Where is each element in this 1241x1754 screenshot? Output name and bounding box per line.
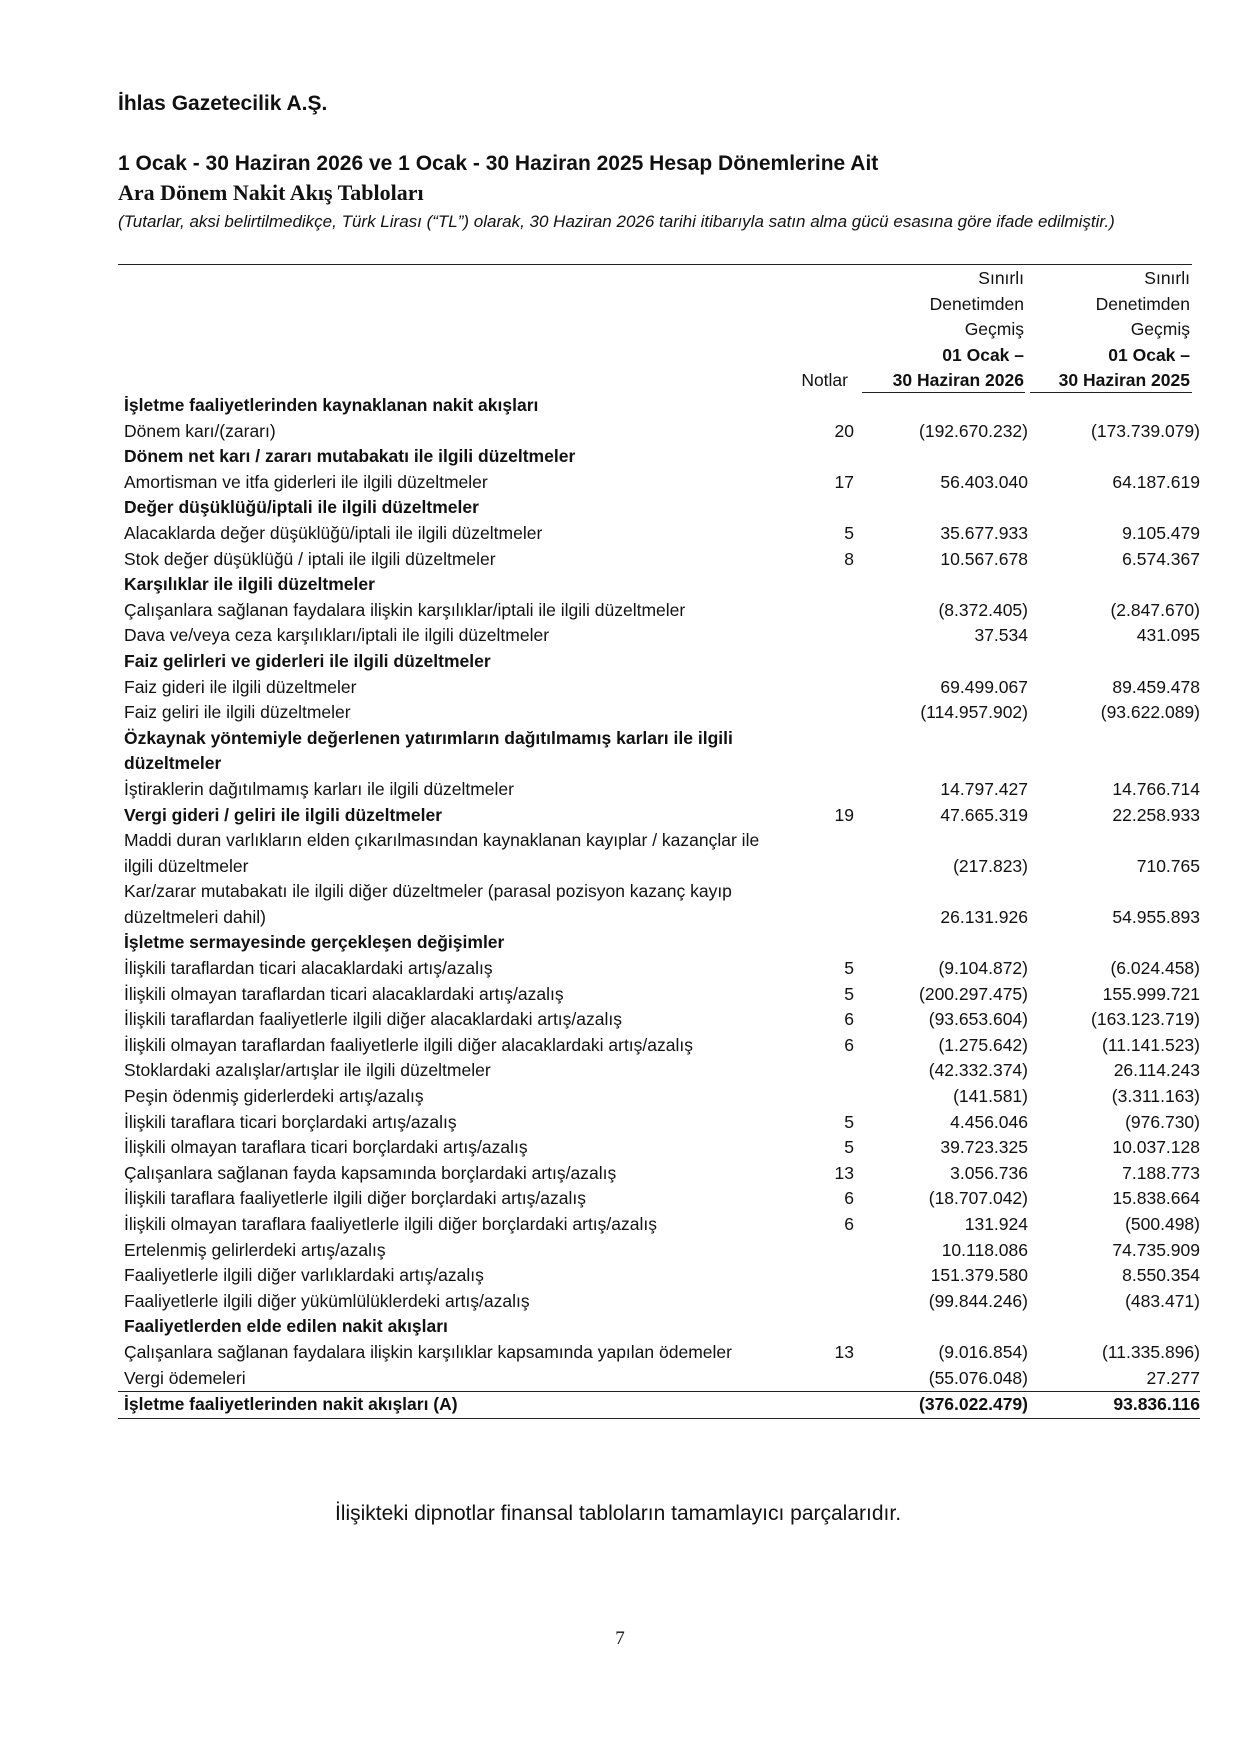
table-row: [118, 1263, 1200, 1289]
row-label: İlişkili olmayan taraflara faaliyetlerle ilgili diğer borçlardaki artış/azalış: [124, 1214, 657, 1234]
row-label: İlişkili taraflardan faaliyetlerle ilgili diğer alacaklardaki artış/azalış: [124, 1009, 622, 1030]
table-row: [118, 1186, 1200, 1212]
row-label: İlişkili taraflardan ticari alacaklardaki artış/azalış: [124, 958, 493, 979]
company-name: İhlas Gazetecilik A.Ş.: [118, 92, 328, 115]
row-value-2026: [854, 1314, 1036, 1340]
row-label: Çalışanlara sağlanan fayda kapsamında borçlardaki artış/azalış: [124, 1162, 617, 1183]
row-value-2026: (18.707.042): [928, 1188, 1028, 1209]
table-row: [118, 1340, 1200, 1366]
row-value-2026: [854, 930, 1036, 956]
row-note: [766, 930, 854, 956]
row-value-2026: 151.379.580: [930, 1265, 1028, 1286]
row-label: Dönem karı/(zararı): [124, 420, 276, 441]
row-note: [766, 1238, 854, 1264]
total-row: [118, 1392, 1200, 1419]
table-row: [118, 1238, 1200, 1264]
row-value-2026: [854, 572, 1036, 598]
row-note: [766, 444, 854, 470]
row-value-2026: (200.297.475): [919, 983, 1028, 1004]
row-value-2025: (3.311.163): [1111, 1086, 1200, 1107]
row-value-2025: (11.141.523): [1102, 1034, 1200, 1055]
row-value-2025: 27.277: [1146, 1367, 1200, 1388]
table-row: [118, 419, 1200, 445]
row-value-2026: 35.677.933: [940, 522, 1028, 543]
row-value-2026: (9.016.854): [938, 1341, 1028, 1362]
row-value-2025: 710.765: [1136, 855, 1200, 876]
table-row: [118, 1289, 1200, 1315]
row-note: [766, 879, 854, 930]
row-value-2025: (2.847.670): [1110, 599, 1200, 620]
column-header-2026: [862, 266, 1024, 394]
row-value-2025: 22.258.933: [1112, 804, 1200, 825]
table-row: [118, 623, 1200, 649]
row-note: 20: [834, 420, 854, 441]
row-value-2025: [1036, 572, 1200, 598]
row-note: [766, 393, 854, 419]
row-value-2026: (42.332.374): [928, 1060, 1028, 1081]
section-heading-row: [118, 393, 1200, 419]
row-value-2025: 8.550.354: [1122, 1265, 1200, 1286]
row-value-2026: 47.665.319: [940, 804, 1028, 825]
row-value-2026: 56.403.040: [940, 471, 1028, 492]
table-row: [118, 1161, 1200, 1187]
row-value-2025: 14.766.714: [1112, 778, 1200, 799]
row-note: 5: [844, 1137, 854, 1158]
row-note: 5: [844, 983, 854, 1004]
header-rule: [118, 264, 1192, 265]
table-row: [118, 1212, 1200, 1238]
table-row: [118, 879, 1200, 930]
row-value-2026: 10.118.086: [941, 1239, 1028, 1260]
report-title: 1 Ocak - 30 Haziran 2026 ve 1 Ocak - 30 Haziran 2025 Hesap Dönemlerine Ait: [118, 152, 879, 175]
section-heading-row: [118, 649, 1200, 675]
row-label: Çalışanlara sağlanan faydalara ilişkin karşılıklar/iptali ile ilgili düzeltmeler: [124, 599, 686, 620]
row-label: Amortisman ve itfa giderleri ile ilgili düzeltmeler: [124, 471, 488, 492]
row-value-2026: 3.056.736: [950, 1162, 1028, 1183]
row-note: 17: [834, 471, 854, 492]
row-value-2026: [854, 444, 1036, 470]
table-row: [118, 1007, 1200, 1033]
section-heading-row: [118, 495, 1200, 521]
row-value-2025: 9.105.479: [1122, 522, 1200, 543]
section-heading-row: [118, 726, 1200, 777]
table-row: [118, 982, 1200, 1008]
row-value-2025: (6.024.458): [1110, 958, 1200, 979]
section-heading-row: [118, 444, 1200, 470]
row-value-2025: (483.471): [1125, 1290, 1200, 1311]
row-note: [766, 1289, 854, 1315]
column-header-line: Sınırlı: [978, 268, 1024, 288]
row-value-2025: (11.335.896): [1102, 1341, 1200, 1362]
row-note: 6: [844, 1034, 854, 1055]
row-value-2026: [854, 726, 1036, 777]
row-value-2025: 10.037.128: [1112, 1137, 1200, 1158]
row-note: [766, 572, 854, 598]
row-note: [766, 598, 854, 624]
column-header-line: Sınırlı: [1144, 268, 1190, 288]
row-value-2025: [1036, 393, 1200, 419]
row-label: Dava ve/veya ceza karşılıkları/iptali ile ilgili düzeltmeler: [124, 625, 550, 646]
row-value-2025: 74.735.909: [1112, 1239, 1200, 1260]
row-value-2026: (141.581): [953, 1086, 1028, 1107]
row-value-2026: (114.957.902): [920, 702, 1028, 723]
row-value-2025: 54.955.893: [1112, 906, 1200, 927]
row-note: 13: [834, 1162, 854, 1183]
column-header-line: Geçmiş: [1130, 319, 1190, 339]
row-value-2025: (173.739.079): [1091, 420, 1200, 441]
row-value-2025: 89.459.478: [1112, 676, 1200, 697]
row-value-2025: [1036, 495, 1200, 521]
row-value-2025: (163.123.719): [1091, 1009, 1200, 1030]
row-note: [766, 828, 854, 879]
row-note: [766, 675, 854, 701]
currency-note: (Tutarlar, aksi belirtilmedikçe, Türk Lirası (“TL”) olarak, 30 Haziran 2026 tarihi itibarıyla satın alma gücü esasına göre ifade edilmiştir.): [118, 212, 1115, 231]
page-number: 7: [615, 1628, 625, 1649]
row-value-2026: (192.670.232): [919, 420, 1028, 441]
row-note: [766, 623, 854, 649]
row-value-2026: 39.723.325: [940, 1137, 1028, 1158]
row-value-2026: 131.924: [964, 1214, 1028, 1234]
table-row: [118, 598, 1200, 624]
row-value-2025: [1036, 1314, 1200, 1340]
row-value-2026: 26.131.926: [940, 906, 1028, 927]
row-note: 6: [844, 1214, 854, 1234]
row-note: [766, 1314, 854, 1340]
row-label: İştiraklerin dağıtılmamış karları ile ilgili düzeltmeler: [124, 778, 514, 799]
table-row: [118, 1366, 1200, 1392]
row-label: Faaliyetlerle ilgili diğer varlıklardaki artış/azalış: [124, 1265, 484, 1286]
row-label: Özkaynak yöntemiyle değerlenen yatırımların dağıtılmamış karları ile ilgili düzeltmeler: [124, 727, 733, 774]
row-value-2025: [1036, 726, 1200, 777]
row-value-2026: (217.823): [953, 855, 1028, 876]
table-row: [118, 1058, 1200, 1084]
row-label: Kar/zarar mutabakatı ile ilgili diğer düzeltmeler (parasal pozisyon kazanç kayıp düzeltmeleri dahil): [124, 881, 732, 927]
column-header-2025: [1025, 266, 1190, 394]
row-note: [766, 1366, 854, 1392]
column-header-line: 30 Haziran 2026: [892, 370, 1024, 390]
row-label: Faaliyetlerle ilgili diğer yükümlülüklerdeki artış/azalış: [124, 1290, 530, 1311]
row-value-2025: 15.838.664: [1112, 1188, 1200, 1209]
row-label: Vergi ödemeleri: [124, 1367, 246, 1388]
row-value-2025: (500.498): [1125, 1214, 1200, 1234]
table-row: [118, 803, 1200, 829]
table-row: [118, 1110, 1200, 1136]
row-value-2026: 14.797.427: [940, 778, 1028, 799]
row-note: 6: [844, 1009, 854, 1030]
row-label: Alacaklarda değer düşüklüğü/iptali ile ilgili düzeltmeler: [124, 522, 543, 543]
cash-flow-table: [118, 393, 1200, 1419]
row-value-2026: (99.844.246): [928, 1290, 1028, 1311]
row-note: [766, 495, 854, 521]
row-note: 6: [844, 1188, 854, 1209]
row-value-2025: 26.114.243: [1113, 1060, 1200, 1081]
row-value-2025: 7.188.773: [1122, 1162, 1200, 1183]
row-value-2026: (8.372.405): [938, 599, 1028, 620]
table-row: [118, 675, 1200, 701]
section-heading-row: [118, 1314, 1200, 1340]
row-label: Faiz gideri ile ilgili düzeltmeler: [124, 676, 357, 697]
row-note: 5: [844, 958, 854, 979]
row-note: [766, 777, 854, 803]
notes-column-header: Notlar: [801, 370, 848, 390]
row-note: 5: [844, 522, 854, 543]
row-value-2025: [1036, 444, 1200, 470]
column-header-line: Geçmiş: [964, 319, 1024, 339]
row-label: İlişkili olmayan taraflardan ticari alacaklardaki artış/azalış: [124, 983, 564, 1004]
row-value-2026: (376.022.479): [854, 1392, 1036, 1419]
row-value-2026: (93.653.604): [928, 1009, 1028, 1030]
row-value-2026: [854, 649, 1036, 675]
table-row: [118, 956, 1200, 982]
row-label: Faaliyetlerden elde edilen nakit akışları: [124, 1316, 448, 1337]
row-value-2026: (9.104.872): [938, 958, 1028, 979]
row-label: Peşin ödenmiş giderlerdeki artış/azalış: [124, 1086, 424, 1107]
row-label: Maddi duran varlıkların elden çıkarılmasından kaynaklanan kayıplar / kazançlar ile ilgili düzeltmeler: [124, 830, 760, 876]
table-row: [118, 828, 1200, 879]
row-label: İlişkili olmayan taraflardan faaliyetlerle ilgili diğer alacaklardaki artış/azalış: [124, 1034, 693, 1055]
table-row: [118, 700, 1200, 726]
row-label: İşletme faaliyetlerinden kaynaklanan nakit akışları: [124, 395, 539, 415]
row-value-2026: (55.076.048): [928, 1367, 1028, 1388]
section-heading-row: [118, 930, 1200, 956]
table-row: [118, 470, 1200, 496]
row-label: Karşılıklar ile ilgili düzeltmeler: [124, 574, 375, 595]
row-value-2025: 155.999.721: [1102, 983, 1200, 1004]
row-label: Vergi gideri / geliri ile ilgili düzeltmeler: [124, 804, 443, 825]
row-note: [766, 1392, 854, 1419]
column-header-line: 30 Haziran 2025: [1058, 370, 1190, 390]
row-value-2025: (976.730): [1125, 1111, 1200, 1132]
row-label: İlişkili taraflara ticari borçlardaki artış/azalış: [124, 1111, 457, 1132]
row-value-2026: 4.456.046: [950, 1111, 1028, 1132]
table-row: [118, 547, 1200, 573]
table-row: [118, 777, 1200, 803]
row-value-2025: 6.574.367: [1122, 548, 1200, 569]
row-value-2026: 69.499.067: [940, 676, 1028, 697]
row-label: Çalışanlara sağlanan faydalara ilişkin karşılıklar kapsamında yapılan ödemeler: [124, 1341, 732, 1362]
section-heading-row: [118, 572, 1200, 598]
row-label: Stoklardaki azalışlar/artışlar ile ilgili düzeltmeler: [124, 1060, 491, 1081]
row-label: İşletme faaliyetlerinden nakit akışları (A): [118, 1392, 766, 1419]
row-note: [766, 726, 854, 777]
column-header-line: 01 Ocak –: [1108, 344, 1190, 365]
table-row: [118, 1135, 1200, 1161]
row-label: Dönem net karı / zararı mutabakatı ile ilgili düzeltmeler: [124, 446, 576, 467]
row-value-2026: [854, 495, 1036, 521]
row-label: İlişkili taraflara faaliyetlerle ilgili diğer borçlardaki artış/azalış: [124, 1188, 586, 1209]
row-note: [766, 1084, 854, 1110]
row-value-2026: (1.275.642): [938, 1034, 1028, 1055]
row-label: Faiz geliri ile ilgili düzeltmeler: [124, 702, 351, 723]
row-value-2026: [854, 393, 1036, 419]
row-note: [766, 1058, 854, 1084]
row-label: İlişkili olmayan taraflara ticari borçlardaki artış/azalış: [124, 1137, 528, 1158]
row-note: 19: [834, 804, 854, 825]
row-value-2026: 37.534: [974, 625, 1028, 646]
row-value-2026: 10.567.678: [940, 548, 1028, 569]
table-row: [118, 1084, 1200, 1110]
row-value-2025: 93.836.116: [1036, 1392, 1200, 1419]
row-label: Değer düşüklüğü/iptali ile ilgili düzeltmeler: [124, 497, 479, 518]
table-row: [118, 1033, 1200, 1059]
report-subtitle: Ara Dönem Nakit Akış Tabloları: [118, 180, 424, 205]
row-label: Stok değer düşüklüğü / iptali ile ilgili düzeltmeler: [124, 548, 496, 569]
row-label: İşletme sermayesinde gerçekleşen değişimler: [124, 932, 505, 953]
row-value-2025: [1036, 649, 1200, 675]
row-note: [766, 700, 854, 726]
row-note: 13: [834, 1341, 854, 1362]
column-header-line: Denetimden: [929, 293, 1024, 314]
row-label: Ertelenmiş gelirlerdeki artış/azalış: [124, 1239, 386, 1260]
row-value-2025: (93.622.089): [1100, 702, 1200, 723]
row-note: [766, 649, 854, 675]
column-header-line: 01 Ocak –: [942, 344, 1024, 365]
table-row: [118, 521, 1200, 547]
row-label: Faiz gelirleri ve giderleri ile ilgili düzeltmeler: [124, 650, 491, 671]
row-note: 8: [844, 548, 854, 569]
footnote: İlişikteki dipnotlar finansal tabloların tamamlayıcı parçalarıdır.: [334, 1502, 902, 1525]
row-note: 5: [844, 1111, 854, 1132]
row-value-2025: 64.187.619: [1112, 471, 1200, 492]
column-header-line: Denetimden: [1095, 293, 1190, 314]
row-note: [766, 1263, 854, 1289]
row-value-2025: 431.095: [1136, 625, 1200, 646]
row-value-2025: [1036, 930, 1200, 956]
